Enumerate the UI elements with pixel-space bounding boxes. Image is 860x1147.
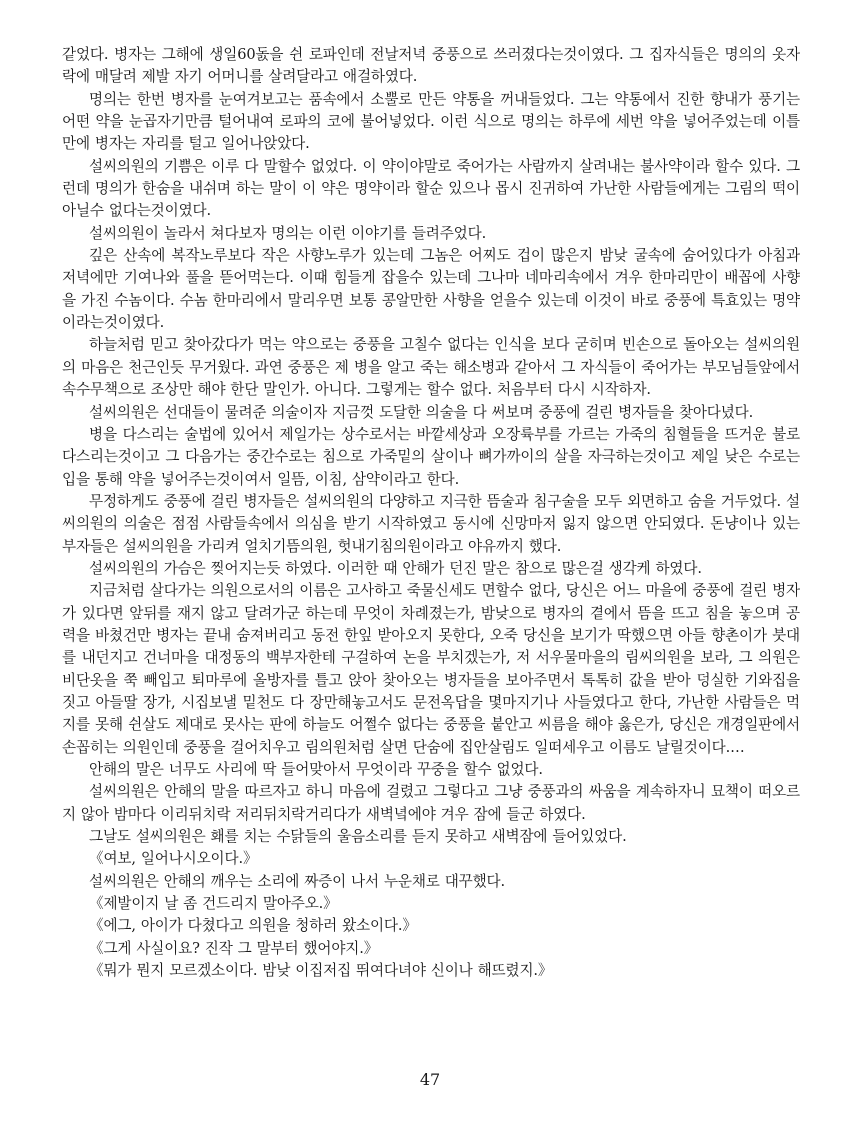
paragraph-12: 안해의 말은 너무도 사리에 딱 들어맞아서 무엇이라 꾸중을 할수 없었다. [89,761,543,778]
dialogue-line-1: 《여보, 일어나시오이다.》 [89,850,258,868]
paragraph-5: 깊은 산속에 복작노루보다 작은 사향노루가 있는데 그놈은 어찌도 겁이 많은지 밤낮 굴속에 숨어있다가 아침과 저녁에만 기여나와 풀을 뜯어먹는다. 이때 힘들게 잡을수 있는데 그나마 네마리속에서 겨우 한마리만이 배꼽에 사향을 가진 수놈이다. 수놈 한마리에서 말리우면 보통 콩알만한 사향을 얻을수 있는데 이것이 바로 중풍에 특효있는 명약이라는것이였다. [62,247,800,332]
paragraph-13: 설씨의원은 안해의 말을 따르자고 하니 마음에 걸렸고 그렇다고 그냥 중풍과의 싸움을 계속하자니 묘책이 떠오르지 않아 밤마다 이리뒤치락 저리뒤치락거리다가 새벽녘에야 겨우 잠에 들군 하였다. [62,783,800,823]
paragraph-3: 설씨의원의 기쁨은 이루 다 말할수 없었다. 이 약이야말로 죽어가는 사람까지 살려내는 불사약이라 할수 있다. 그런데 명의가 한숨을 내쉬며 하는 말이 이 약은 명약이라 할순 있으나 몹시 진귀하여 가난한 사람들에게는 그림의 떡이 아닐수 없다는것이였다. [62,157,800,220]
paragraph-11: 지금처럼 살다가는 의원으로서의 이름은 고사하고 죽물신세도 면할수 없다, 당신은 어느 마을에 중풍에 걸린 병자가 있다면 앞뒤를 재지 않고 달려가군 하는데 무엇이 차례졌는가, 밤낮으로 병자의 곁에서 뜸을 뜨고 침을 놓으며 공력을 바쳤건만 병자는 끝내 숨져버리고 동전 한잎 받아오지 못한다, 오죽 당신을 보기가 딱했으면 아들 향촌이가 붓대를 내던지고 건너마을 대정동의 백부자한테 구걸하여 논을 부치겠는가, 저 서우물마을의 림씨의원을 보라, 그 의원은 비단옷을 쭉 빼입고 퇴마루에 올방자를 틀고 앉아 찾아오는 병자들을 보아주면서 톡톡히 값을 받아 덩실한 기와집을 짓고 아들딸 장가, 시집보낼 밑천도 다 장만해놓고서도 문전옥답을 몇마지기나 사들였다고 한다, 가난한 사람들은 먹지를 못해 쉰살도 제대로 못사는 판에 하늘도 어쩔수 없다는 중풍을 붙안고 씨름을 해야 옳은가, 당신은 개경일판에서 손꼽히는 의원인데 중풍을 걸어치우고 림의원처럼 살면 단숨에 집안살림도 일떠세우고 이름도 날릴것이다.… [62,582,800,756]
paragraph-9: 무정하게도 중풍에 걸린 병자들은 설씨의원의 다양하고 지극한 뜸술과 침구술을 모두 외면하고 숨을 거두었다. 설씨의원의 의술은 점점 사람들속에서 의심을 받기 시작하였고 동시에 신망마저 잃지 않으면 안되였다. 돈냥이나 있는 부자들은 설씨의원을 가리켜 얼치기뜸의원, 헛내기침의원이라고 야유까지 했다. [62,492,800,555]
paragraph-7: 설씨의원은 선대들이 물려준 의술이자 지금껏 도달한 의술을 다 써보며 중풍에 걸린 병자들을 찾아다녔다. [89,403,754,421]
paragraph-8: 병을 다스리는 술법에 있어서 제일가는 상수로서는 바깥세상과 오장륙부를 가르는 가죽의 침혈들을 뜨거운 불로 다스리는것이고 그 다음가는 중간수로는 침으로 가죽밑의 살이나 뼈가까이의 살을 자극하는것이고 제일 낮은 수로는 입을 통해 약을 넣어주는것이여서 일뜸, 이침, 삼약이라고 한다. [62,425,800,488]
paragraph-2: 명의는 한번 병자를 눈여겨보고는 품속에서 소뿔로 만든 약통을 꺼내들었다. 그는 약통에서 진한 향내가 풍기는 어떤 약을 눈곱자기만큼 털어내여 로파의 코에 불어넣었다. 이런 식으로 명의는 하루에 세번 약을 넣어주었는데 이틀만에 병자는 자리를 털고 일어나앉았다. [62,90,800,153]
paragraph-1: 같었다. 병자는 그해에 생일60돐을 쉰 로파인데 전날저녁 중풍으로 쓰러졌다는것이였다. 그 집자식들은 명의의 옷자락에 매달려 제발 자기 어머니를 살려달라고 애걸하였다. [62,46,800,86]
dialogue-line-2: 《제발이지 날 좀 건드리지 말아주오.》 [89,895,338,913]
paragraph-6: 하늘처럼 믿고 찾아갔다가 먹는 약으로는 중풍을 고칠수 없다는 인식을 보다 굳히며 빈손으로 돌아오는 설씨의원의 마음은 천근인듯 무거웠다. 과연 중풍은 제 병을 알고 죽는 해소병과 같아서 그 자식들이 죽어가는 부모님들앞에서 속수무책으로 조상만 해야 한단 말인가. 아니다. 그렇게는 할수 없다. 처음부터 다시 시작하자. [62,336,800,399]
dialogue-line-5: 《뭐가 뭔지 모르겠소이다. 밤낮 이집저집 뛰여다녀야 신이나 해뜨렸지.》 [89,962,553,980]
paragraph-14: 그날도 설씨의원은 홰를 치는 수닭들의 울음소리를 듣지 못하고 새벽잠에 들어있었다. [89,828,627,846]
paragraph-15: 설씨의원은 안해의 깨우는 소리에 짜증이 나서 누운채로 대꾸했다. [89,872,505,890]
dialogue-line-3: 《에그, 아이가 다쳤다고 의원을 청하러 왔소이다.》 [89,917,417,935]
dialogue-line-4: 《그게 사실이요? 진작 그 말부터 했어야지.》 [89,939,379,957]
paragraph-4: 설씨의원이 놀라서 쳐다보자 명의는 이런 이야기를 들려주었다. [89,224,487,242]
paragraph-10: 설씨의원의 가슴은 찢어지는듯 하였다. 이러한 때 안해가 던진 말은 참으로 많은걸 생각케 하였다. [89,559,702,577]
page-body [62,44,800,982]
page-number: 47 [419,1070,441,1089]
